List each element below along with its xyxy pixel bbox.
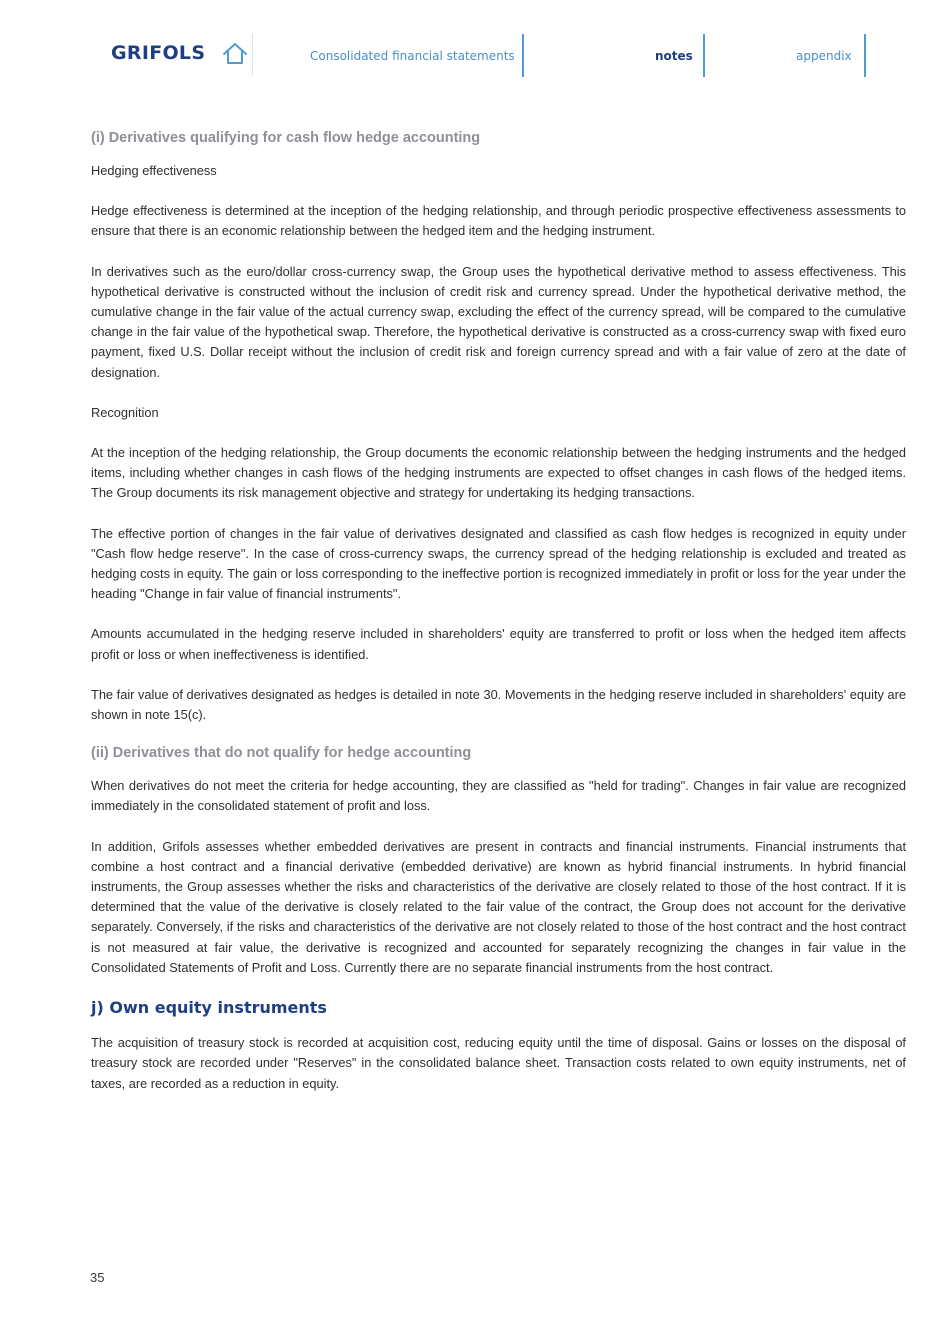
page-number: 35 [90, 1270, 105, 1285]
nav-consolidated-financial-statements[interactable]: Consolidated financial statements [310, 49, 515, 63]
nav-divider [864, 34, 866, 77]
paragraph: Hedge effectiveness is determined at the inception of the hedging relationship, and through periodic prospective effectiveness assessments to ensure that there is an economic relationship between the hedged item and the hedging instrument. [91, 203, 906, 239]
paragraph: At the inception of the hedging relationship, the Group documents the economic relationship between the hedging instruments and the hedged items, including whether changes in cash flows of the hedging instruments are expected to offset changes in cash flows of the hedged items. The Group documents its risk management objective and strategy for undertaking its hedging transactions. [91, 445, 906, 501]
nav-notes[interactable]: notes [655, 49, 693, 63]
page-header [0, 0, 950, 90]
paragraph: In addition, Grifols assesses whether embedded derivatives are present in contracts and financial instruments. Financial instruments that combine a host contract and a financial derivative (embedded derivative) are known as hybrid financial instruments. In hybrid financial instruments, the Group assesses whether the risks and characteristics of the derivative are closely related to those of the host contract. If it is determined that the value of the derivative is closely related to the fair value of the contract, the Group does not account for the derivative separately. Conversely, if the risks and characteristics of the derivative are not closely related to those of the host contract and the host contract is not measured at fair value, the derivative is recognized and accounted for separately recognizing the changes in fair value in the Consolidated Statements of Profit and Loss. Currently there are no separate financial instruments from the host contract. [91, 838, 906, 975]
nav-appendix[interactable]: appendix [796, 49, 852, 63]
label-hedging-effectiveness: Hedging effectiveness [91, 163, 217, 178]
paragraph: Amounts accumulated in the hedging reserve included in shareholders' equity are transferred to profit or loss when the hedged item affects profit or loss or when ineffectiveness is identified. [91, 626, 906, 662]
home-icon [221, 40, 249, 68]
page-content [91, 130, 906, 1114]
label-recognition: Recognition [91, 404, 159, 420]
grifols-logo[interactable]: GRIFOLS [111, 42, 206, 64]
paragraph: The fair value of derivatives designated as hedges is detailed in note 30. Movements in the hedging reserve included in shareholders' equity are shown in note 15(c). [91, 686, 906, 723]
nav-divider [522, 34, 524, 77]
section-heading-own-equity: j) Own equity instruments [91, 998, 327, 1018]
subheading-cash-flow-hedge: (i) Derivatives qualifying for cash flow hedge accounting [91, 130, 481, 146]
subheading-non-hedge-derivatives: (ii) Derivatives that do not qualify for hedge accounting [91, 745, 472, 762]
paragraph: The effective portion of changes in the fair value of derivatives designated and classified as cash flow hedges is recognized in equity under "Cash flow hedge reserve". In the case of cross-currency swaps, the currency spread of the hedging relationship is excluded and treated as hedging costs in equity. The gain or loss corresponding to the ineffective portion is recognized immediately in profit or loss for the year under the heading "Change in fair value of financial instruments". [91, 525, 906, 602]
nav-divider [703, 34, 705, 77]
paragraph: The acquisition of treasury stock is recorded at acquisition cost, reducing equity until the time of disposal. Gains or losses on the disposal of treasury stock are recorded under "Reserves" in the consolidated balance sheet. Transaction costs related to own equity instruments, net of taxes, are recorded as a reduction in equity. [91, 1035, 906, 1091]
header-divider [252, 34, 253, 76]
paragraph: When derivatives do not meet the criteria for hedge accounting, they are classified as "held for trading". Changes in fair value are recognized immediately in the consolidated statement of profit and loss. [91, 778, 906, 814]
home-button[interactable] [221, 40, 249, 68]
paragraph: In derivatives such as the euro/dollar cross-currency swap, the Group uses the hypothetical derivative method to assess effectiveness. This hypothetical derivative is constructed without the inclusion of credit risk and currency spread. Under the hypothetical derivative method, the cumulative change in the fair value of the actual currency swap, excluding the effect of the currency spread, will be compared to the cumulative change in the fair value of the hypothetical swap. Therefore, the hypothetical derivative is constructed as a cross-currency swap with fixed euro payment, fixed U.S. Dollar receipt without the inclusion of credit risk and foreign currency spread and with a fair value of zero at the date of designation. [91, 263, 906, 380]
